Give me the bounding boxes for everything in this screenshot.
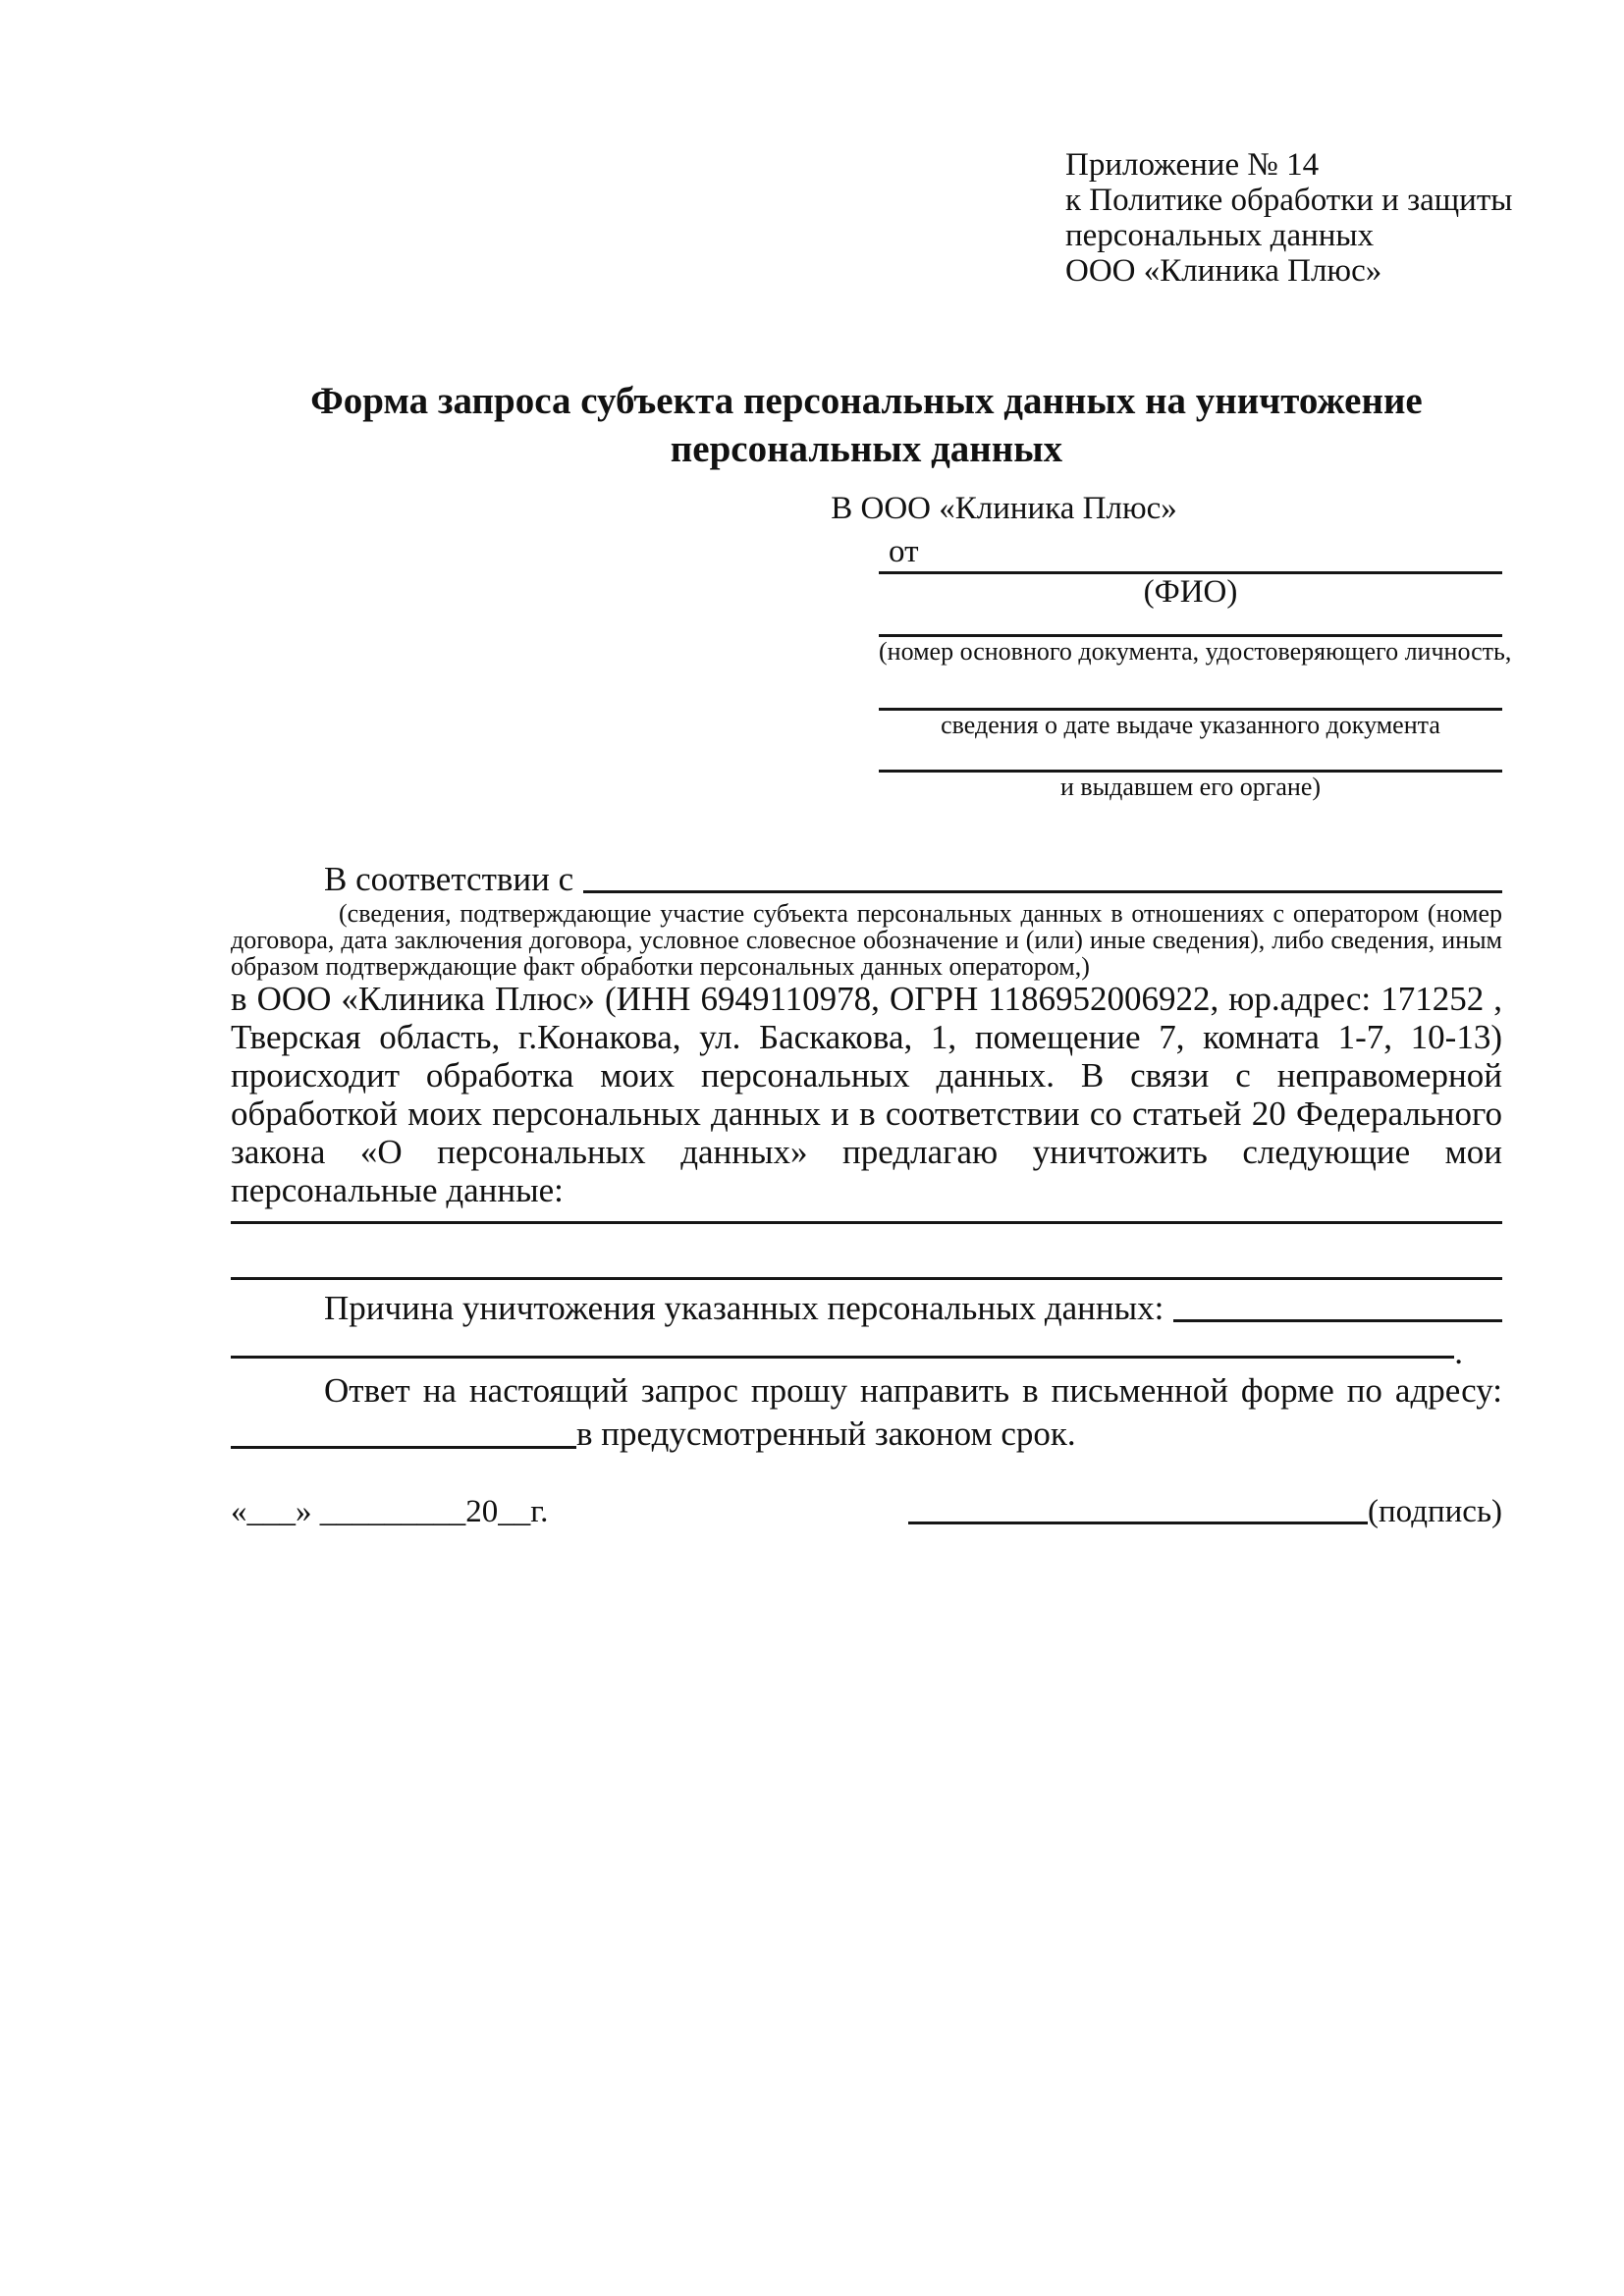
sentence-period: . xyxy=(1454,1333,1463,1371)
reason-line xyxy=(231,1288,1502,1329)
from-label: от xyxy=(889,534,919,569)
date-signature-row xyxy=(231,1492,1502,1531)
fine-print-note: (сведения, подтверждающие участие субъекта персональных данных в отношениях с оператором (номер договора, дата заключения договора, условное словесное обозначение и (или) иные сведения), либо сведения, иным образом подтверждающие факт обработки персональных данных оператором,) xyxy=(231,899,1502,981)
data-blank-line-1 xyxy=(231,1221,1502,1224)
appendix-line: ООО «Клиника Плюс» xyxy=(1065,253,1382,289)
accordance-line xyxy=(231,859,1502,900)
document-title-line-1: Форма запроса субъекта персональных данных на уничтожение xyxy=(310,380,1423,422)
applicant-fields-block xyxy=(879,571,1512,802)
signature-group xyxy=(908,1492,1502,1531)
addressee-org: В ООО «Клиника Плюс» xyxy=(831,491,1177,526)
appendix-line: Приложение № 14 xyxy=(1065,147,1320,183)
appendix-line: персональных данных xyxy=(1065,218,1375,253)
main-paragraph: в ООО «Клиника Плюс» (ИНН 6949110978, ОГРН 1186952006922, юр.адрес: 171252 , Тверская область, г.Конакова, ул. Баскакова, 1, помещение 7, комната 1-7, 10-13) происходит обработка моих персональных данных. В связи с неправомерной обработкой моих персональных данных и в соответствии со статьей 20 Федерального закона «О персональных данных» предлагаю уничтожить следующие мои персональные данные: xyxy=(231,980,1502,1209)
data-blank-line-2 xyxy=(231,1277,1502,1280)
date-blanks: «___» _________20__г. xyxy=(231,1494,549,1529)
answer-address-line xyxy=(231,1412,1502,1457)
signature-caption: (подпись) xyxy=(1368,1494,1502,1529)
document-title-line-2: персональных данных xyxy=(670,428,1063,470)
signature-blank-line xyxy=(908,1522,1368,1524)
answer-sentence: Ответ на настоящий запрос прошу направить в письменной форме по адресу: xyxy=(324,1371,1502,1410)
issue-date-caption: сведения о дате выдаче указанного документа xyxy=(941,711,1440,739)
accordance-label: В соответствии с xyxy=(324,860,574,898)
document-number-caption: (номер основного документа, удостоверяющего личность, xyxy=(879,637,1512,666)
accordance-blank-line xyxy=(583,859,1502,893)
appendix-block xyxy=(1065,147,1513,289)
fio-caption: (ФИО) xyxy=(1143,574,1238,610)
issuing-authority-caption: и выдавшем его органе) xyxy=(1059,773,1322,801)
reason-label: Причина уничтожения указанных персональных данных: xyxy=(324,1289,1164,1327)
address-blank-line xyxy=(231,1412,576,1449)
appendix-line: к Политике обработки и защиты xyxy=(1065,183,1513,218)
answer-tail: в предусмотренный законом срок. xyxy=(576,1415,1076,1453)
document-title xyxy=(231,377,1502,473)
reason-blank-line-2-rule xyxy=(231,1356,1454,1359)
reason-blank-line xyxy=(1173,1288,1502,1322)
reason-blank-line-2 xyxy=(231,1333,1502,1371)
